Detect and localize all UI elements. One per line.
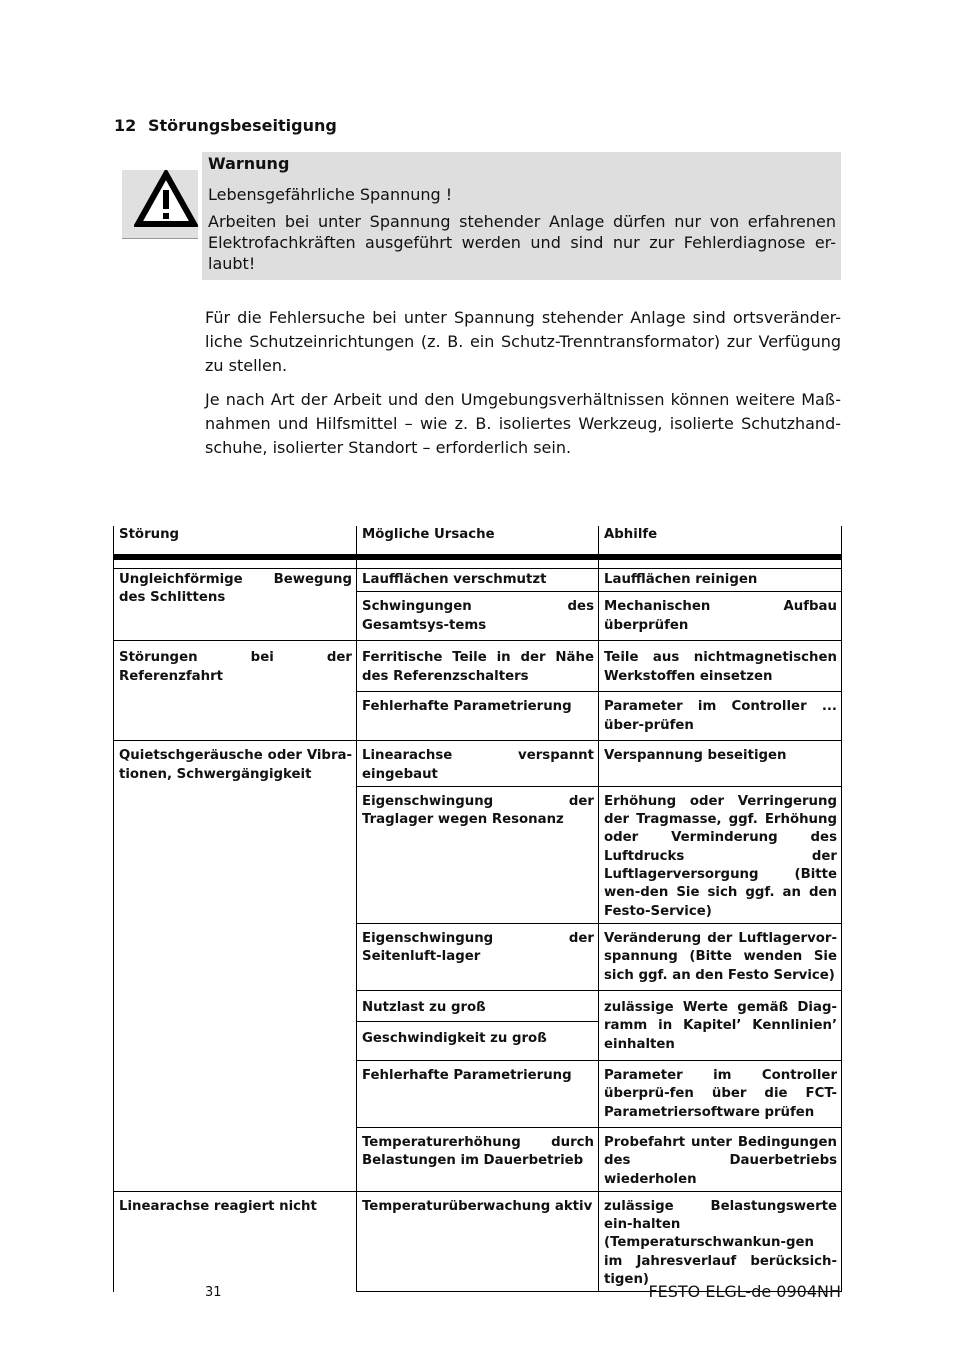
remedy-cell: Parameter im Controller ... über-prüfen [599,692,842,741]
cause-cell: Ferritische Teile in der Nähe des Referenzschalters [357,641,599,692]
fault-cell: Linearachse reagiert nicht [114,1191,357,1291]
cause-cell: Schwingungen des Gesamtsys-tems [357,592,599,641]
section-heading [114,116,337,135]
header-cause: Mögliche Ursache [357,526,599,557]
remedy-cell: Probefahrt unter Bedingungen des Dauerbetriebs wiederholen [599,1127,842,1191]
fault-cell: Ungleichförmige Bewegung des Schlittens [114,569,357,641]
remedy-cell: zulässige Werte gemäß Diag-ramm in Kapitel’ Kennlinien’ einhalten [599,990,842,1060]
fault-cell: Störungen bei der Referenzfahrt [114,641,357,741]
cause-cell: Linearachse verspannt eingebaut [357,741,599,787]
header-remedy: Abhilfe [599,526,842,557]
fault-cell: Quietschgeräusche oder Vibra-tionen, Schwergängigkeit [114,741,357,1192]
paragraph-protective-devices: Für die Fehlersuche bei unter Spannung stehender Anlage sind ortsveränder-liche Schutzeinrichtungen (z. B. ein Schutz-Trenntransformator) zur Verfügung zu stellen. [205,308,841,375]
cause-cell: Temperaturüberwachung aktiv [357,1191,599,1291]
warning-icon-box [122,170,198,239]
table-row [114,569,842,592]
cause-cell: Laufflächen verschmutzt [357,569,599,592]
warning-triangle-icon [134,170,198,228]
cause-cell: Eigenschwingung der Traglager wegen Resonanz [357,786,599,923]
cause-cell: Fehlerhafte Parametrierung [357,1060,599,1127]
header-fault: Störung [114,526,357,557]
remedy-cell: Erhöhung oder Verringerung der Tragmasse, ggf. Erhöhung oder Verminderung des Luftdrucks der Luftlagerversorgung (Bitte wen-den Sie sich ggf. an den Festo-Service) [599,786,842,923]
table-header-row [114,526,842,557]
table-row [114,741,842,787]
table-row [114,1191,842,1291]
paragraph-additional-measures: Je nach Art der Arbeit und den Umgebungsverhältnissen können weitere Maß-nahmen und Hilfsmittel – wie z. B. isoliertes Werkzeug, isolierte Schutzhand-schuhe, isolierter Standort – erforderlich sein. [205,390,841,457]
cause-cell: Temperaturerhöhung durch Belastungen im Dauerbetrieb [357,1127,599,1191]
fault-table [113,526,842,1292]
remedy-cell: Parameter im Controller überprü-fen über die FCT-Parametriersoftware prüfen [599,1060,842,1127]
cause-cell: Nutzlast zu groß [357,990,599,1021]
page-number: 31 [205,1285,222,1300]
remedy-cell: Teile aus nichtmagnetischen Werkstoffen einsetzen [599,641,842,692]
section-title: Störungsbeseitigung [148,116,337,135]
warning-text: Arbeiten bei unter Spannung stehender Anlage dürfen nur von erfahrenen Elektrofachkräften ausgeführt werden und sind nur zur Fehlerdiagnose er-laubt! [208,212,836,273]
warning-title: Warnung [208,154,290,173]
cause-cell: Eigenschwingung der Seitenluft-lager [357,923,599,990]
cause-cell: Fehlerhafte Parametrierung [357,692,599,741]
remedy-cell: Mechanischen Aufbau überprüfen [599,592,842,641]
section-number: 12 [114,116,137,135]
remedy-cell: Laufflächen reinigen [599,569,842,592]
remedy-cell: Verspannung beseitigen [599,741,842,787]
document-id: FESTO ELGL-de 0904NH [648,1282,841,1301]
cause-cell: Geschwindigkeit zu groß [357,1021,599,1060]
warning-box [202,152,841,280]
remedy-cell: Veränderung der Luftlagervor-spannung (Bitte wenden Sie sich ggf. an den Festo Service) [599,923,842,990]
table-row [114,641,842,692]
warning-subtitle: Lebensgefährliche Spannung ! [208,185,453,204]
remedy-cell: zulässige Belastungswerte ein-halten (Temperaturschwankun-gen im Jahresverlauf berücksich-tigen) [599,1191,842,1291]
